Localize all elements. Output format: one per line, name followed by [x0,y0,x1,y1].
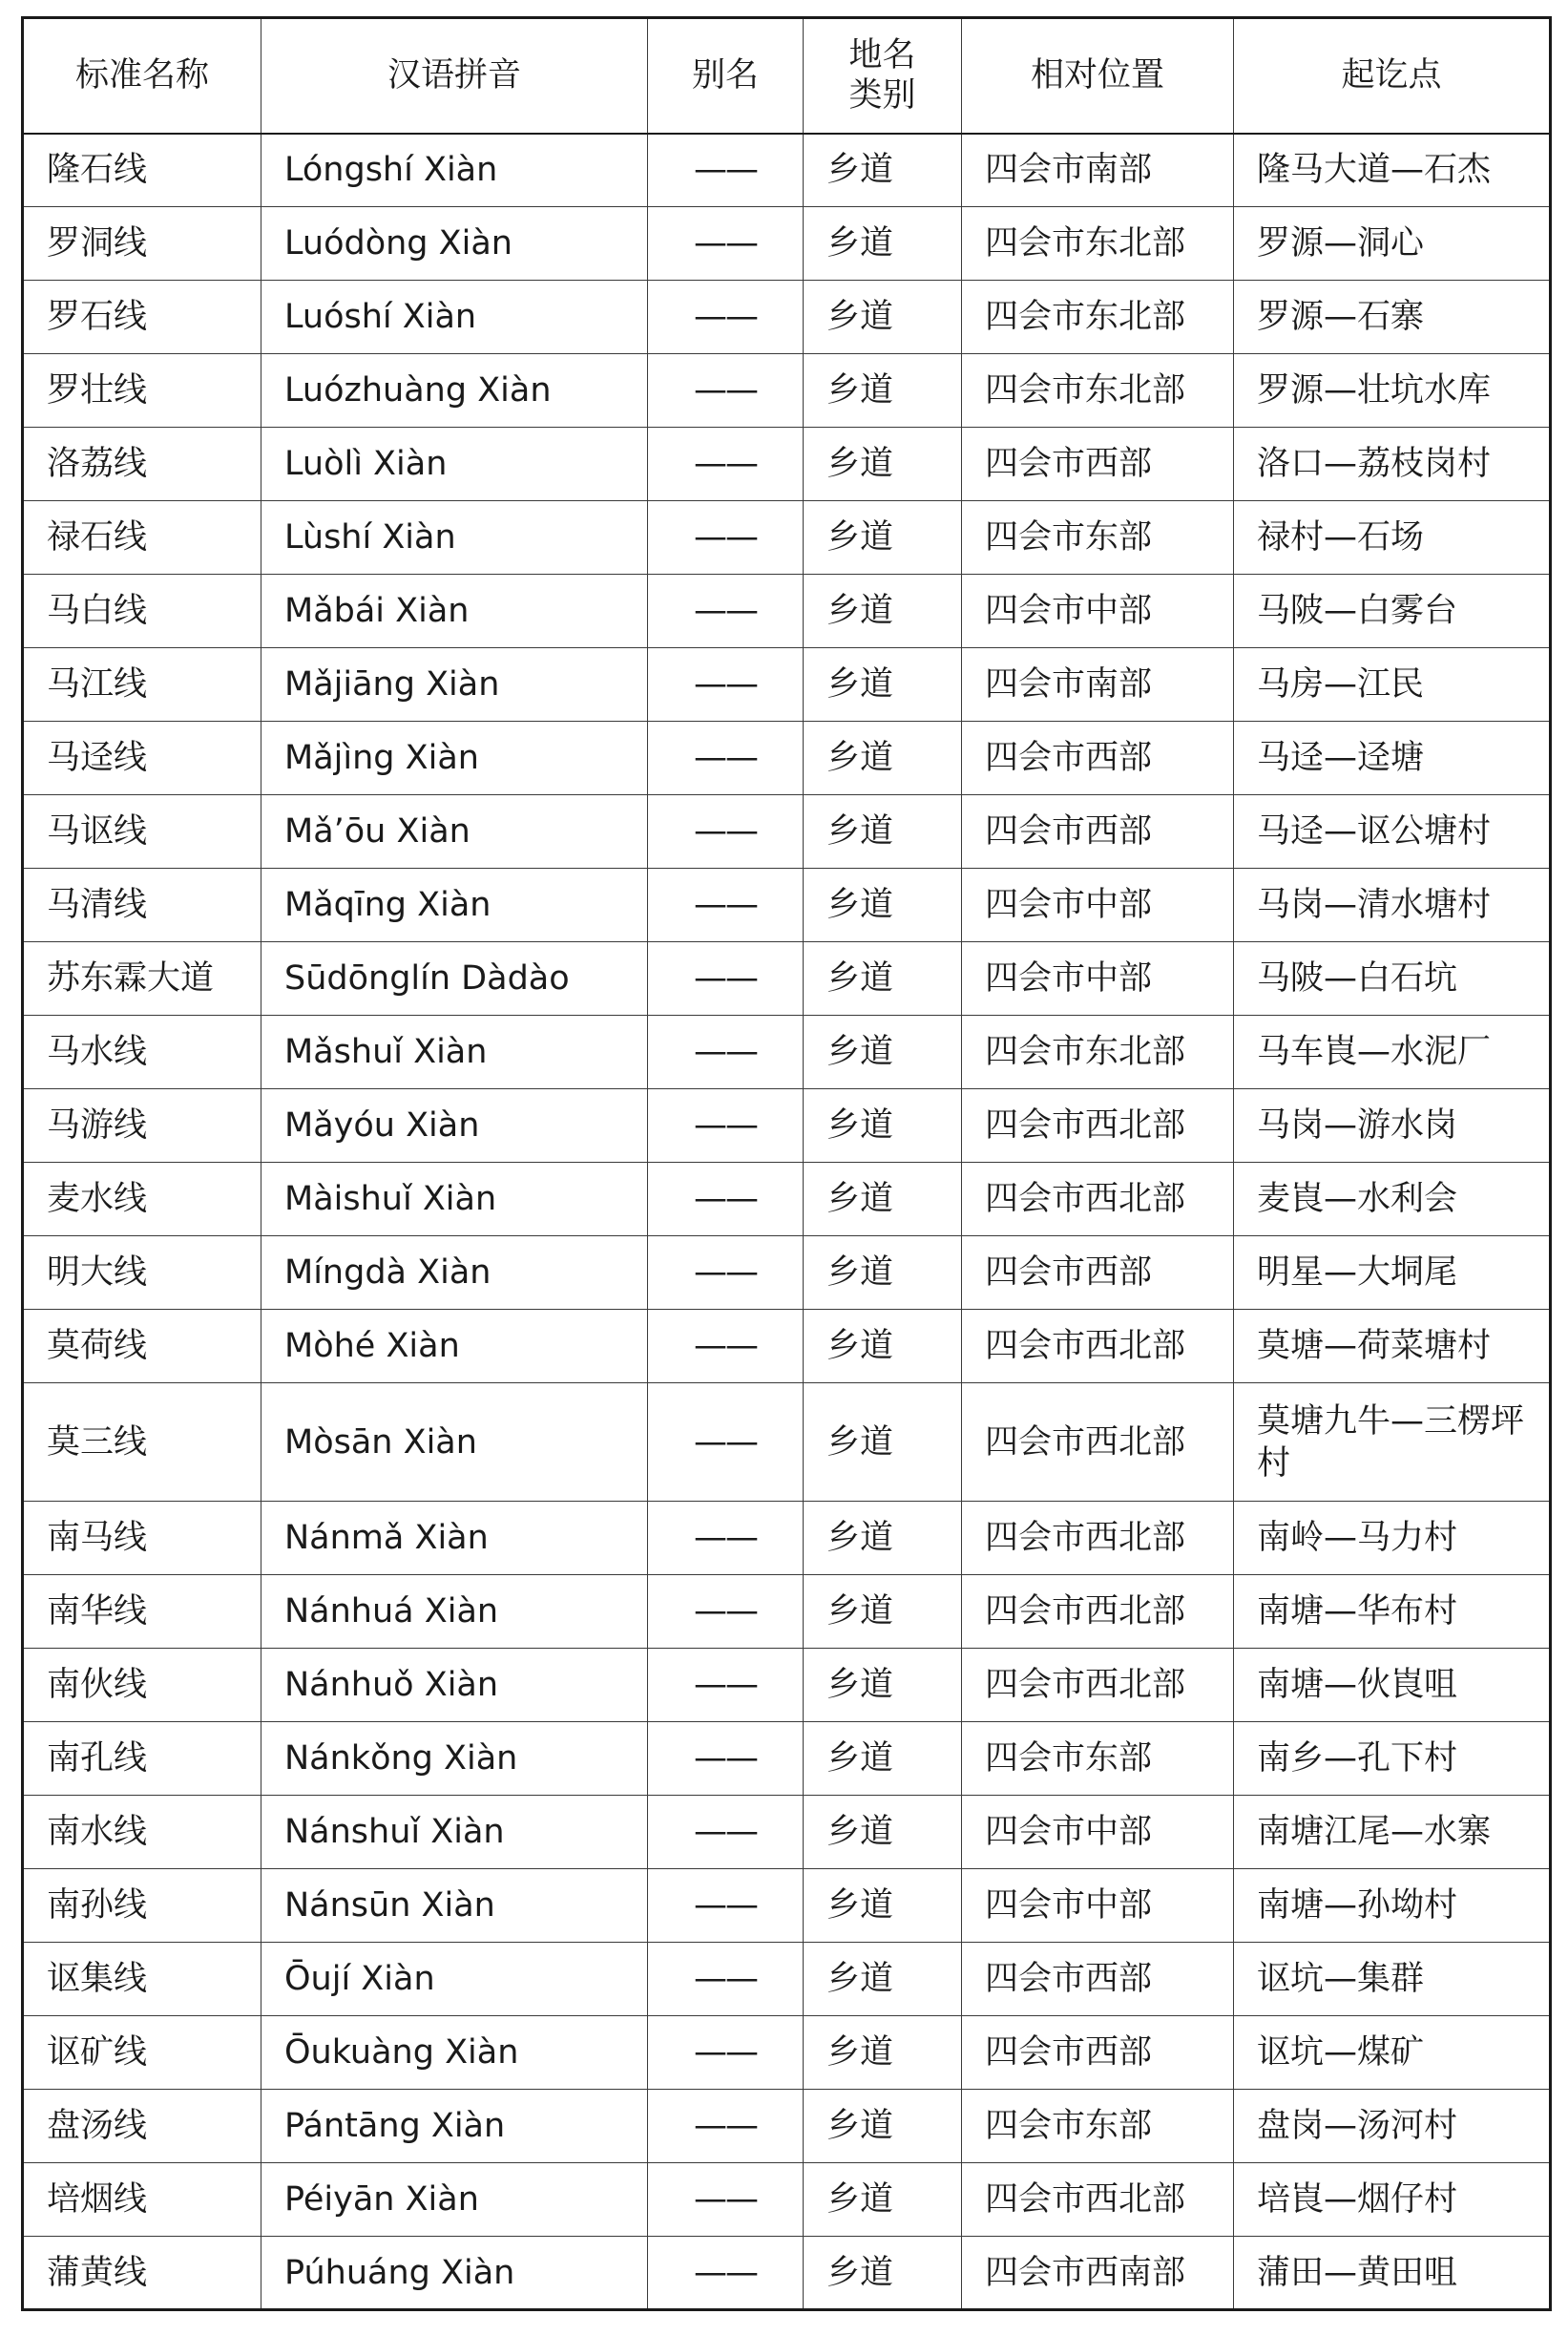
cell-endpoints: 莫塘九牛—三楞坪村 [1234,1383,1551,1502]
cell-pinyin: Luòlì Xiàn [261,428,648,501]
cell-category: 乡道 [804,207,962,281]
table-row [23,795,1551,869]
cell-location: 四会市西南部 [962,2237,1234,2310]
cell-location: 四会市西北部 [962,1649,1234,1722]
cell-endpoints: 洛口—荔枝岗村 [1234,428,1551,501]
cell-standard-name: 马白线 [23,575,261,648]
cell-standard-name: 马游线 [23,1089,261,1163]
cell-pinyin: Púhuáng Xiàn [261,2237,648,2310]
cell-category: 乡道 [804,1089,962,1163]
cell-location: 四会市西北部 [962,2163,1234,2237]
cell-location: 四会市西部 [962,1943,1234,2016]
cell-category: 乡道 [804,134,962,207]
cell-endpoints: 明星—大垌尾 [1234,1236,1551,1310]
cell-standard-name: 罗洞线 [23,207,261,281]
cell-alias: —— [648,1796,804,1869]
cell-category: 乡道 [804,1016,962,1089]
cell-location: 四会市东部 [962,1722,1234,1796]
cell-category: 乡道 [804,428,962,501]
cell-category: 乡道 [804,648,962,722]
cell-location: 四会市中部 [962,869,1234,942]
header-location: 相对位置 [962,18,1234,134]
table-row [23,1869,1551,1943]
table-row [23,2016,1551,2090]
cell-endpoints: 讴坑—集群 [1234,1943,1551,2016]
table-row [23,501,1551,575]
cell-category: 乡道 [804,1649,962,1722]
table-row [23,869,1551,942]
cell-standard-name: 莫荷线 [23,1310,261,1383]
cell-pinyin: Mǎshuǐ Xiàn [261,1016,648,1089]
cell-endpoints: 禄村—石场 [1234,501,1551,575]
cell-pinyin: Luózhuàng Xiàn [261,354,648,428]
table-row [23,281,1551,354]
cell-location: 四会市中部 [962,942,1234,1016]
cell-category: 乡道 [804,2016,962,2090]
table-row [23,207,1551,281]
cell-standard-name: 讴矿线 [23,2016,261,2090]
cell-alias: —— [648,1089,804,1163]
cell-location: 四会市西北部 [962,1502,1234,1575]
cell-pinyin: Nánsūn Xiàn [261,1869,648,1943]
cell-standard-name: 罗壮线 [23,354,261,428]
cell-location: 四会市中部 [962,1869,1234,1943]
cell-pinyin: Nánkǒng Xiàn [261,1722,648,1796]
table-row [23,722,1551,795]
cell-pinyin: Míngdà Xiàn [261,1236,648,1310]
cell-endpoints: 罗源—石寨 [1234,281,1551,354]
cell-standard-name: 禄石线 [23,501,261,575]
table-header [23,18,1551,134]
header-row [23,18,1551,134]
cell-alias: —— [648,2016,804,2090]
cell-alias: —— [648,722,804,795]
cell-location: 四会市西部 [962,722,1234,795]
cell-alias: —— [648,428,804,501]
cell-category: 乡道 [804,1163,962,1236]
cell-pinyin: Ōují Xiàn [261,1943,648,2016]
cell-category: 乡道 [804,501,962,575]
cell-pinyin: Lùshí Xiàn [261,501,648,575]
cell-pinyin: Mǎjiāng Xiàn [261,648,648,722]
cell-endpoints: 盘岗—汤河村 [1234,2090,1551,2163]
cell-endpoints: 马岗—游水岗 [1234,1089,1551,1163]
cell-category: 乡道 [804,2090,962,2163]
cell-alias: —— [648,1163,804,1236]
cell-pinyin: Mǎqīng Xiàn [261,869,648,942]
cell-location: 四会市西北部 [962,1383,1234,1502]
cell-location: 四会市西部 [962,1236,1234,1310]
cell-category: 乡道 [804,2163,962,2237]
cell-pinyin: Luódòng Xiàn [261,207,648,281]
table-row [23,1236,1551,1310]
cell-location: 四会市东部 [962,2090,1234,2163]
header-pinyin: 汉语拼音 [261,18,648,134]
cell-endpoints: 马车崀—水泥厂 [1234,1016,1551,1089]
cell-endpoints: 隆马大道—石杰 [1234,134,1551,207]
cell-standard-name: 马清线 [23,869,261,942]
cell-location: 四会市西北部 [962,1575,1234,1649]
cell-standard-name: 南伙线 [23,1649,261,1722]
cell-endpoints: 讴坑—煤矿 [1234,2016,1551,2090]
header-standard-name: 标准名称 [23,18,261,134]
cell-location: 四会市西北部 [962,1163,1234,1236]
cell-alias: —— [648,1016,804,1089]
cell-category: 乡道 [804,2237,962,2310]
cell-pinyin: Nánhuá Xiàn [261,1575,648,1649]
table-body [23,134,1551,2310]
table-row [23,648,1551,722]
cell-location: 四会市西部 [962,428,1234,501]
cell-pinyin: Lóngshí Xiàn [261,134,648,207]
cell-alias: —— [648,2163,804,2237]
cell-alias: —— [648,354,804,428]
cell-pinyin: Nánhuǒ Xiàn [261,1649,648,1722]
cell-alias: —— [648,501,804,575]
cell-alias: —— [648,648,804,722]
table-row [23,1943,1551,2016]
cell-endpoints: 马迳—讴公塘村 [1234,795,1551,869]
table-row [23,2237,1551,2310]
cell-endpoints: 蒲田—黄田咀 [1234,2237,1551,2310]
cell-endpoints: 马迳—迳塘 [1234,722,1551,795]
cell-alias: —— [648,207,804,281]
cell-category: 乡道 [804,942,962,1016]
cell-standard-name: 马讴线 [23,795,261,869]
cell-location: 四会市西北部 [962,1310,1234,1383]
cell-endpoints: 罗源—壮坑水库 [1234,354,1551,428]
cell-alias: —— [648,942,804,1016]
cell-pinyin: Péiyān Xiàn [261,2163,648,2237]
cell-pinyin: Mòhé Xiàn [261,1310,648,1383]
cell-category: 乡道 [804,354,962,428]
cell-standard-name: 隆石线 [23,134,261,207]
table-row [23,1502,1551,1575]
cell-endpoints: 培崀—烟仔村 [1234,2163,1551,2237]
cell-pinyin: Mǎjìng Xiàn [261,722,648,795]
cell-standard-name: 洛荔线 [23,428,261,501]
cell-standard-name: 盘汤线 [23,2090,261,2163]
cell-standard-name: 讴集线 [23,1943,261,2016]
cell-pinyin: Mǎyóu Xiàn [261,1089,648,1163]
cell-alias: —— [648,1383,804,1502]
table-row [23,1310,1551,1383]
cell-endpoints: 马房—江民 [1234,648,1551,722]
cell-endpoints: 罗源—洞心 [1234,207,1551,281]
cell-alias: —— [648,869,804,942]
cell-pinyin: Mǎ’ōu Xiàn [261,795,648,869]
cell-category: 乡道 [804,575,962,648]
cell-location: 四会市东部 [962,501,1234,575]
cell-endpoints: 马岗—清水塘村 [1234,869,1551,942]
cell-standard-name: 南马线 [23,1502,261,1575]
cell-endpoints: 南岭—马力村 [1234,1502,1551,1575]
header-endpoints: 起讫点 [1234,18,1551,134]
cell-alias: —— [648,1575,804,1649]
table-row [23,1163,1551,1236]
place-name-table [21,16,1552,2311]
cell-endpoints: 马陂—白雾台 [1234,575,1551,648]
header-category-line2: 类别 [848,76,916,116]
header-category [804,18,962,134]
cell-category: 乡道 [804,722,962,795]
cell-alias: —— [648,2237,804,2310]
table-row [23,1796,1551,1869]
cell-location: 四会市西北部 [962,1089,1234,1163]
cell-location: 四会市中部 [962,1796,1234,1869]
table-row [23,1089,1551,1163]
cell-alias: —— [648,575,804,648]
cell-standard-name: 莫三线 [23,1383,261,1502]
cell-category: 乡道 [804,1502,962,1575]
cell-standard-name: 苏东霖大道 [23,942,261,1016]
table-row [23,134,1551,207]
cell-category: 乡道 [804,1869,962,1943]
cell-pinyin: Màishuǐ Xiàn [261,1163,648,1236]
cell-pinyin: Pántāng Xiàn [261,2090,648,2163]
header-category-line1: 地名 [848,36,916,75]
cell-alias: —— [648,1722,804,1796]
cell-category: 乡道 [804,1722,962,1796]
cell-alias: —— [648,134,804,207]
cell-standard-name: 明大线 [23,1236,261,1310]
table-row [23,2090,1551,2163]
table-row [23,2163,1551,2237]
cell-location: 四会市西部 [962,795,1234,869]
cell-alias: —— [648,1310,804,1383]
cell-alias: —— [648,1236,804,1310]
cell-standard-name: 南孙线 [23,1869,261,1943]
cell-location: 四会市西部 [962,2016,1234,2090]
table-row [23,354,1551,428]
cell-pinyin: Ōukuàng Xiàn [261,2016,648,2090]
cell-location: 四会市南部 [962,134,1234,207]
cell-category: 乡道 [804,1575,962,1649]
cell-location: 四会市东北部 [962,354,1234,428]
cell-standard-name: 南孔线 [23,1722,261,1796]
cell-standard-name: 南华线 [23,1575,261,1649]
cell-endpoints: 麦崀—水利会 [1234,1163,1551,1236]
cell-alias: —— [648,795,804,869]
cell-endpoints: 南塘—孙坳村 [1234,1869,1551,1943]
cell-pinyin: Luóshí Xiàn [261,281,648,354]
cell-location: 四会市东北部 [962,281,1234,354]
cell-location: 四会市南部 [962,648,1234,722]
table-row [23,1016,1551,1089]
cell-category: 乡道 [804,1236,962,1310]
header-alias: 别名 [648,18,804,134]
cell-category: 乡道 [804,1383,962,1502]
cell-category: 乡道 [804,795,962,869]
cell-location: 四会市东北部 [962,207,1234,281]
table-row [23,1722,1551,1796]
cell-pinyin: Nánmǎ Xiàn [261,1502,648,1575]
cell-category: 乡道 [804,281,962,354]
cell-endpoints: 南乡—孔下村 [1234,1722,1551,1796]
cell-endpoints: 南塘—华布村 [1234,1575,1551,1649]
cell-pinyin: Mǎbái Xiàn [261,575,648,648]
cell-endpoints: 马陂—白石坑 [1234,942,1551,1016]
cell-endpoints: 莫塘—荷菜塘村 [1234,1310,1551,1383]
table-row [23,428,1551,501]
table-row [23,1383,1551,1502]
cell-standard-name: 麦水线 [23,1163,261,1236]
cell-standard-name: 罗石线 [23,281,261,354]
table-row [23,1649,1551,1722]
cell-pinyin: Sūdōnglín Dàdào [261,942,648,1016]
cell-standard-name: 蒲黄线 [23,2237,261,2310]
cell-standard-name: 马江线 [23,648,261,722]
cell-alias: —— [648,1649,804,1722]
cell-category: 乡道 [804,869,962,942]
cell-alias: —— [648,281,804,354]
cell-alias: —— [648,1502,804,1575]
table-row [23,1575,1551,1649]
cell-alias: —— [648,2090,804,2163]
cell-standard-name: 南水线 [23,1796,261,1869]
table-row [23,942,1551,1016]
cell-standard-name: 马水线 [23,1016,261,1089]
cell-endpoints: 南塘—伙崀咀 [1234,1649,1551,1722]
cell-pinyin: Nánshuǐ Xiàn [261,1796,648,1869]
cell-location: 四会市东北部 [962,1016,1234,1089]
cell-endpoints: 南塘江尾—水寨 [1234,1796,1551,1869]
cell-category: 乡道 [804,1943,962,2016]
cell-pinyin: Mòsān Xiàn [261,1383,648,1502]
cell-location: 四会市中部 [962,575,1234,648]
table-row [23,575,1551,648]
cell-category: 乡道 [804,1796,962,1869]
cell-alias: —— [648,1869,804,1943]
cell-category: 乡道 [804,1310,962,1383]
cell-standard-name: 马迳线 [23,722,261,795]
cell-standard-name: 培烟线 [23,2163,261,2237]
cell-alias: —— [648,1943,804,2016]
